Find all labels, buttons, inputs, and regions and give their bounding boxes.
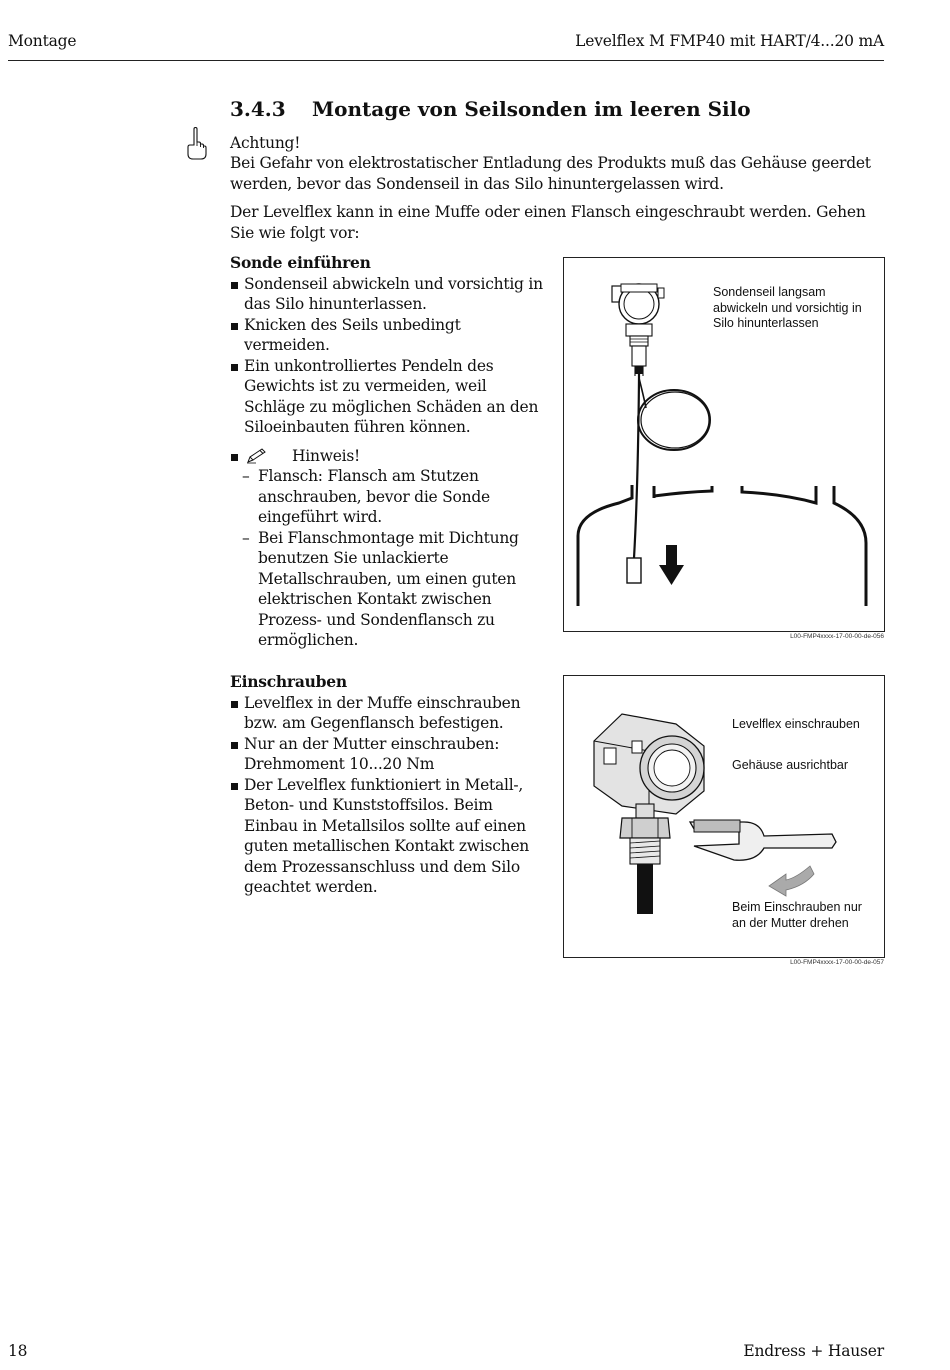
pencil-icon: [246, 448, 268, 464]
footer-page-number: 18: [8, 1342, 28, 1360]
figure2-label-housing: Gehäuse ausrichtbar: [732, 758, 849, 772]
figure-screw-in: [563, 675, 885, 958]
section-heading: [230, 97, 751, 121]
list-item: Sondenseil abwickeln und vorsichtig in das Silo hinunterlassen.: [230, 274, 550, 315]
warning-title: Achtung!: [230, 134, 301, 152]
list-item: – Bei Flanschmontage mit Dichtung benutzen Sie unlackierte Metallschrauben, um einen guten elektrischen Kontakt zwischen Prozess- und Sondenflansch zu ermöglichen.: [230, 528, 550, 651]
note-heading: [230, 446, 550, 467]
sonde-column: [230, 253, 550, 651]
sonde-bullet-list: [230, 274, 550, 438]
list-item: – Flansch: Flansch am Stutzen anschrauben, bevor die Sonde eingeführt wird.: [230, 466, 550, 528]
figure2-label-screw: Levelflex einschrauben: [732, 717, 860, 731]
note-label: Hinweis!: [292, 446, 361, 465]
list-item: Knicken des Seils unbedingt vermeiden.: [230, 315, 550, 356]
figure2-label-nut: Beim Einschrauben nur an der Mutter drehen: [732, 900, 862, 930]
figure1-code: L00-FMP4xxxx-17-00-00-de-056: [790, 633, 884, 640]
header-section-name: Montage: [8, 32, 77, 50]
warning-text: Bei Gefahr von elektrostatischer Entladung des Produkts muß das Gehäuse geerdet werden, bevor das Sondenseil in das Silo hinuntergelassen wird.: [230, 154, 871, 193]
einschrauben-heading: Einschrauben: [230, 672, 347, 691]
section-title: Montage von Seilsonden im leeren Silo: [312, 97, 751, 121]
header-rule: [8, 60, 884, 61]
list-item: Nur an der Mutter einschrauben: Drehmoment 10...20 Nm: [230, 734, 550, 775]
figure2-code: L00-FMP4xxxx-17-00-00-de-057: [790, 959, 884, 966]
einschrauben-bullet-list: [230, 693, 550, 898]
list-item: Levelflex in der Muffe einschrauben bzw. am Gegenflansch befestigen.: [230, 693, 550, 734]
note-list: [230, 466, 550, 651]
intro-paragraph: Der Levelflex kann in eine Muffe oder einen Flansch eingeschraubt werden. Gehen Sie wie folgt vor:: [230, 203, 866, 242]
footer-brand: Endress + Hauser: [743, 1342, 884, 1360]
list-item: Der Levelflex funktioniert in Metall-, Beton- und Kunststoffsilos. Beim Einbau in Metallsilos sollte auf einen guten metallischen Kontakt zwischen dem Prozessanschluss und dem Silo geachtet werden.: [230, 775, 550, 898]
header-product-title: Levelflex M FMP40 mit HART/4...20 mA: [575, 32, 884, 50]
section-number: 3.4.3: [230, 97, 286, 121]
sonde-heading: Sonde einführen: [230, 253, 371, 272]
einschrauben-column: [230, 672, 550, 898]
list-item: Ein unkontrolliertes Pendeln des Gewichts ist zu vermeiden, weil Schläge zu möglichen Schäden an den Siloeinbauten führen können.: [230, 356, 550, 438]
pointing-hand-icon: [186, 127, 208, 161]
figure-probe-lowering: [563, 257, 885, 632]
figure1-caption: Sondenseil langsam abwickeln und vorsichtig in Silo hinunterlassen: [713, 285, 862, 330]
